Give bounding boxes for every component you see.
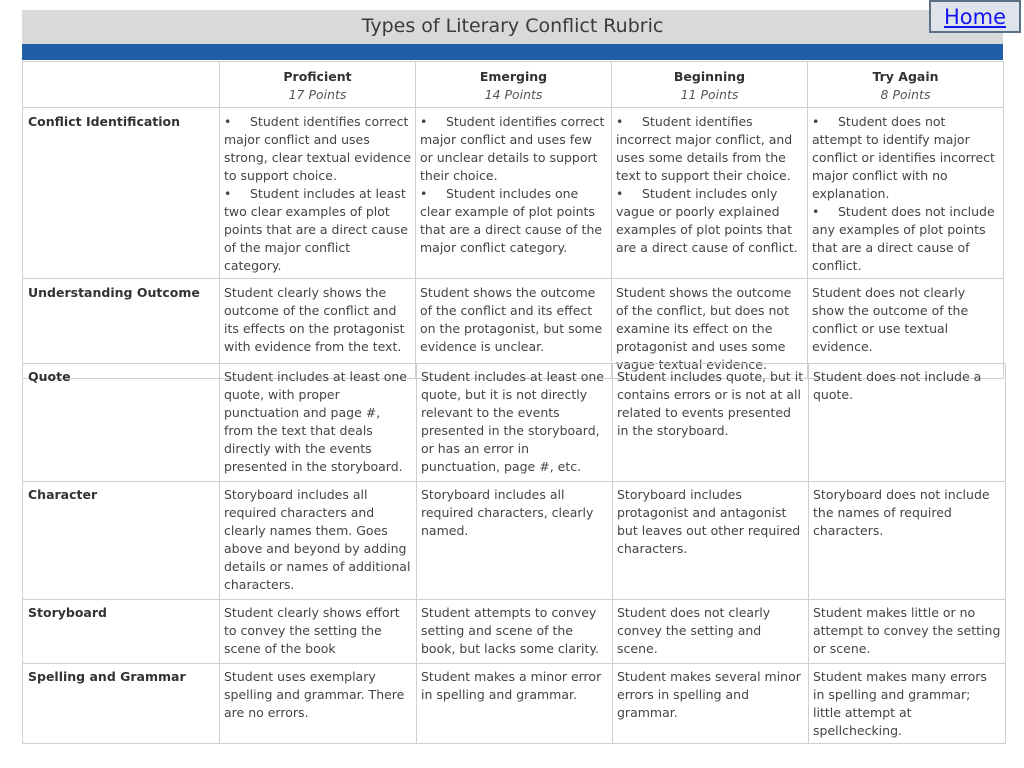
column-points: 14 Points [484, 87, 543, 102]
column-points: 8 Points [880, 87, 931, 102]
column-label: Emerging [479, 69, 548, 84]
bullet-item: • Student includes only vague or poorly explained examples of plot points that are a direct cause of conflict. [616, 186, 798, 255]
rubric-cell: Student makes many errors in spelling and grammar; little attempt at spellchecking. [809, 664, 1006, 744]
rubric-cell: Student does not clearly show the outcome of the conflict or use textual evidence. [808, 279, 1004, 379]
rubric-cell: Student makes little or no attempt to convey the setting or scene. [809, 600, 1006, 664]
header-band [22, 44, 1003, 60]
bullet-text: Student identifies incorrect major conflict, and uses some details from the text to support their choice. [616, 114, 793, 183]
rubric-cell: Student makes several minor errors in spelling and grammar. [613, 664, 809, 744]
bullet-text: Student identifies correct major conflict and uses few or unclear details to support their choice. [420, 114, 605, 183]
rubric-cell: Student clearly shows effort to convey the setting the scene of the book [220, 600, 417, 664]
column-header-beginning [612, 62, 808, 108]
rubric-cell: Storyboard includes protagonist and antagonist but leaves out other required characters. [613, 482, 809, 600]
rubric-cell: Student clearly shows the outcome of the conflict and its effects on the protagonist with evidence from the text. [220, 279, 416, 379]
bullet-item: • Student identifies correct major conflict and uses strong, clear textual evidence to support choice. [224, 114, 411, 183]
rubric-cell: Student includes at least one quote, with proper punctuation and page #, from the text that deals directly with the events presented in the storyboard. [220, 364, 417, 482]
rubric-cell: Storyboard does not include the names of required characters. [809, 482, 1006, 600]
rubric-cell: Student shows the outcome of the conflict, but does not examine its effect on the protagonist and uses some vague textual evidence. [612, 279, 808, 379]
bullet-item: • Student includes one clear example of plot points that are a direct cause of the major conflict category. [420, 186, 603, 255]
criterion-label: Spelling and Grammar [23, 664, 220, 744]
rubric-cell [416, 108, 612, 279]
rubric-title: Types of Literary Conflict Rubric [22, 10, 1003, 44]
header-empty-cell [23, 62, 220, 108]
column-label: Try Again [872, 69, 939, 84]
rubric-table-top [22, 61, 1004, 379]
bullet-item: • Student does not attempt to identify major conflict or identifies incorrect major conflict with no explanation. [812, 114, 995, 201]
row-character [23, 482, 1006, 600]
rubric-cell: Student does not clearly convey the setting and scene. [613, 600, 809, 664]
rubric-cell: Student attempts to convey setting and scene of the book, but lacks some clarity. [417, 600, 613, 664]
home-link[interactable]: Home [929, 0, 1021, 33]
column-points: 17 Points [288, 87, 347, 102]
rubric-cell: Student does not include a quote. [809, 364, 1006, 482]
criterion-label: Understanding Outcome [23, 279, 220, 379]
row-storyboard [23, 600, 1006, 664]
row-spelling-grammar [23, 664, 1006, 744]
rubric-cell: Student makes a minor error in spelling and grammar. [417, 664, 613, 744]
rubric-cell: Student includes quote, but it contains errors or is not at all related to events presented in the storyboard. [613, 364, 809, 482]
criterion-label: Quote [23, 364, 220, 482]
criterion-label: Character [23, 482, 220, 600]
rubric-cell: Student shows the outcome of the conflict and its effect on the protagonist, but some evidence is unclear. [416, 279, 612, 379]
criterion-label: Conflict Identification [23, 108, 220, 279]
bullet-text: Student does not attempt to identify major conflict or identifies incorrect major conflict with no explanation. [812, 114, 995, 201]
bullet-item: • Student does not include any examples of plot points that are a direct cause of conflict. [812, 204, 995, 273]
bullet-text: Student includes one clear example of plot points that are a direct cause of the major conflict category. [420, 186, 603, 255]
row-conflict-identification [23, 108, 1004, 279]
rubric-table-bottom [22, 363, 1006, 744]
criterion-label: Storyboard [23, 600, 220, 664]
column-label: Beginning [673, 69, 746, 84]
column-header-try-again [808, 62, 1004, 108]
bullet-item: • Student identifies correct major conflict and uses few or unclear details to support their choice. [420, 114, 605, 183]
bullet-text: Student does not include any examples of plot points that are a direct cause of conflict. [812, 204, 995, 273]
bullet-text: Student includes at least two clear examples of plot points that are a direct cause of the major conflict category. [224, 186, 408, 273]
column-header-emerging [416, 62, 612, 108]
column-points: 11 Points [680, 87, 739, 102]
header-row [23, 62, 1004, 108]
rubric-cell [808, 108, 1004, 279]
column-label: Proficient [283, 69, 352, 84]
bullet-item: • Student identifies incorrect major conflict, and uses some details from the text to support their choice. [616, 114, 793, 183]
column-header-proficient [220, 62, 416, 108]
rubric-cell: Storyboard includes all required characters, clearly named. [417, 482, 613, 600]
rubric-cell: Student includes at least one quote, but it is not directly relevant to the events presented in the storyboard, or has an error in punctuation, page #, etc. [417, 364, 613, 482]
rubric-cell [612, 108, 808, 279]
rubric-cell: Storyboard includes all required characters and clearly names them. Goes above and beyond by adding details or names of additional characters. [220, 482, 417, 600]
rubric-cell: Student uses exemplary spelling and grammar. There are no errors. [220, 664, 417, 744]
row-quote [23, 364, 1006, 482]
bullet-text: Student includes only vague or poorly explained examples of plot points that are a direct cause of conflict. [616, 186, 798, 255]
bullet-item: • Student includes at least two clear examples of plot points that are a direct cause of the major conflict category. [224, 186, 408, 273]
bullet-text: Student identifies correct major conflict and uses strong, clear textual evidence to support choice. [224, 114, 411, 183]
rubric-cell [220, 108, 416, 279]
